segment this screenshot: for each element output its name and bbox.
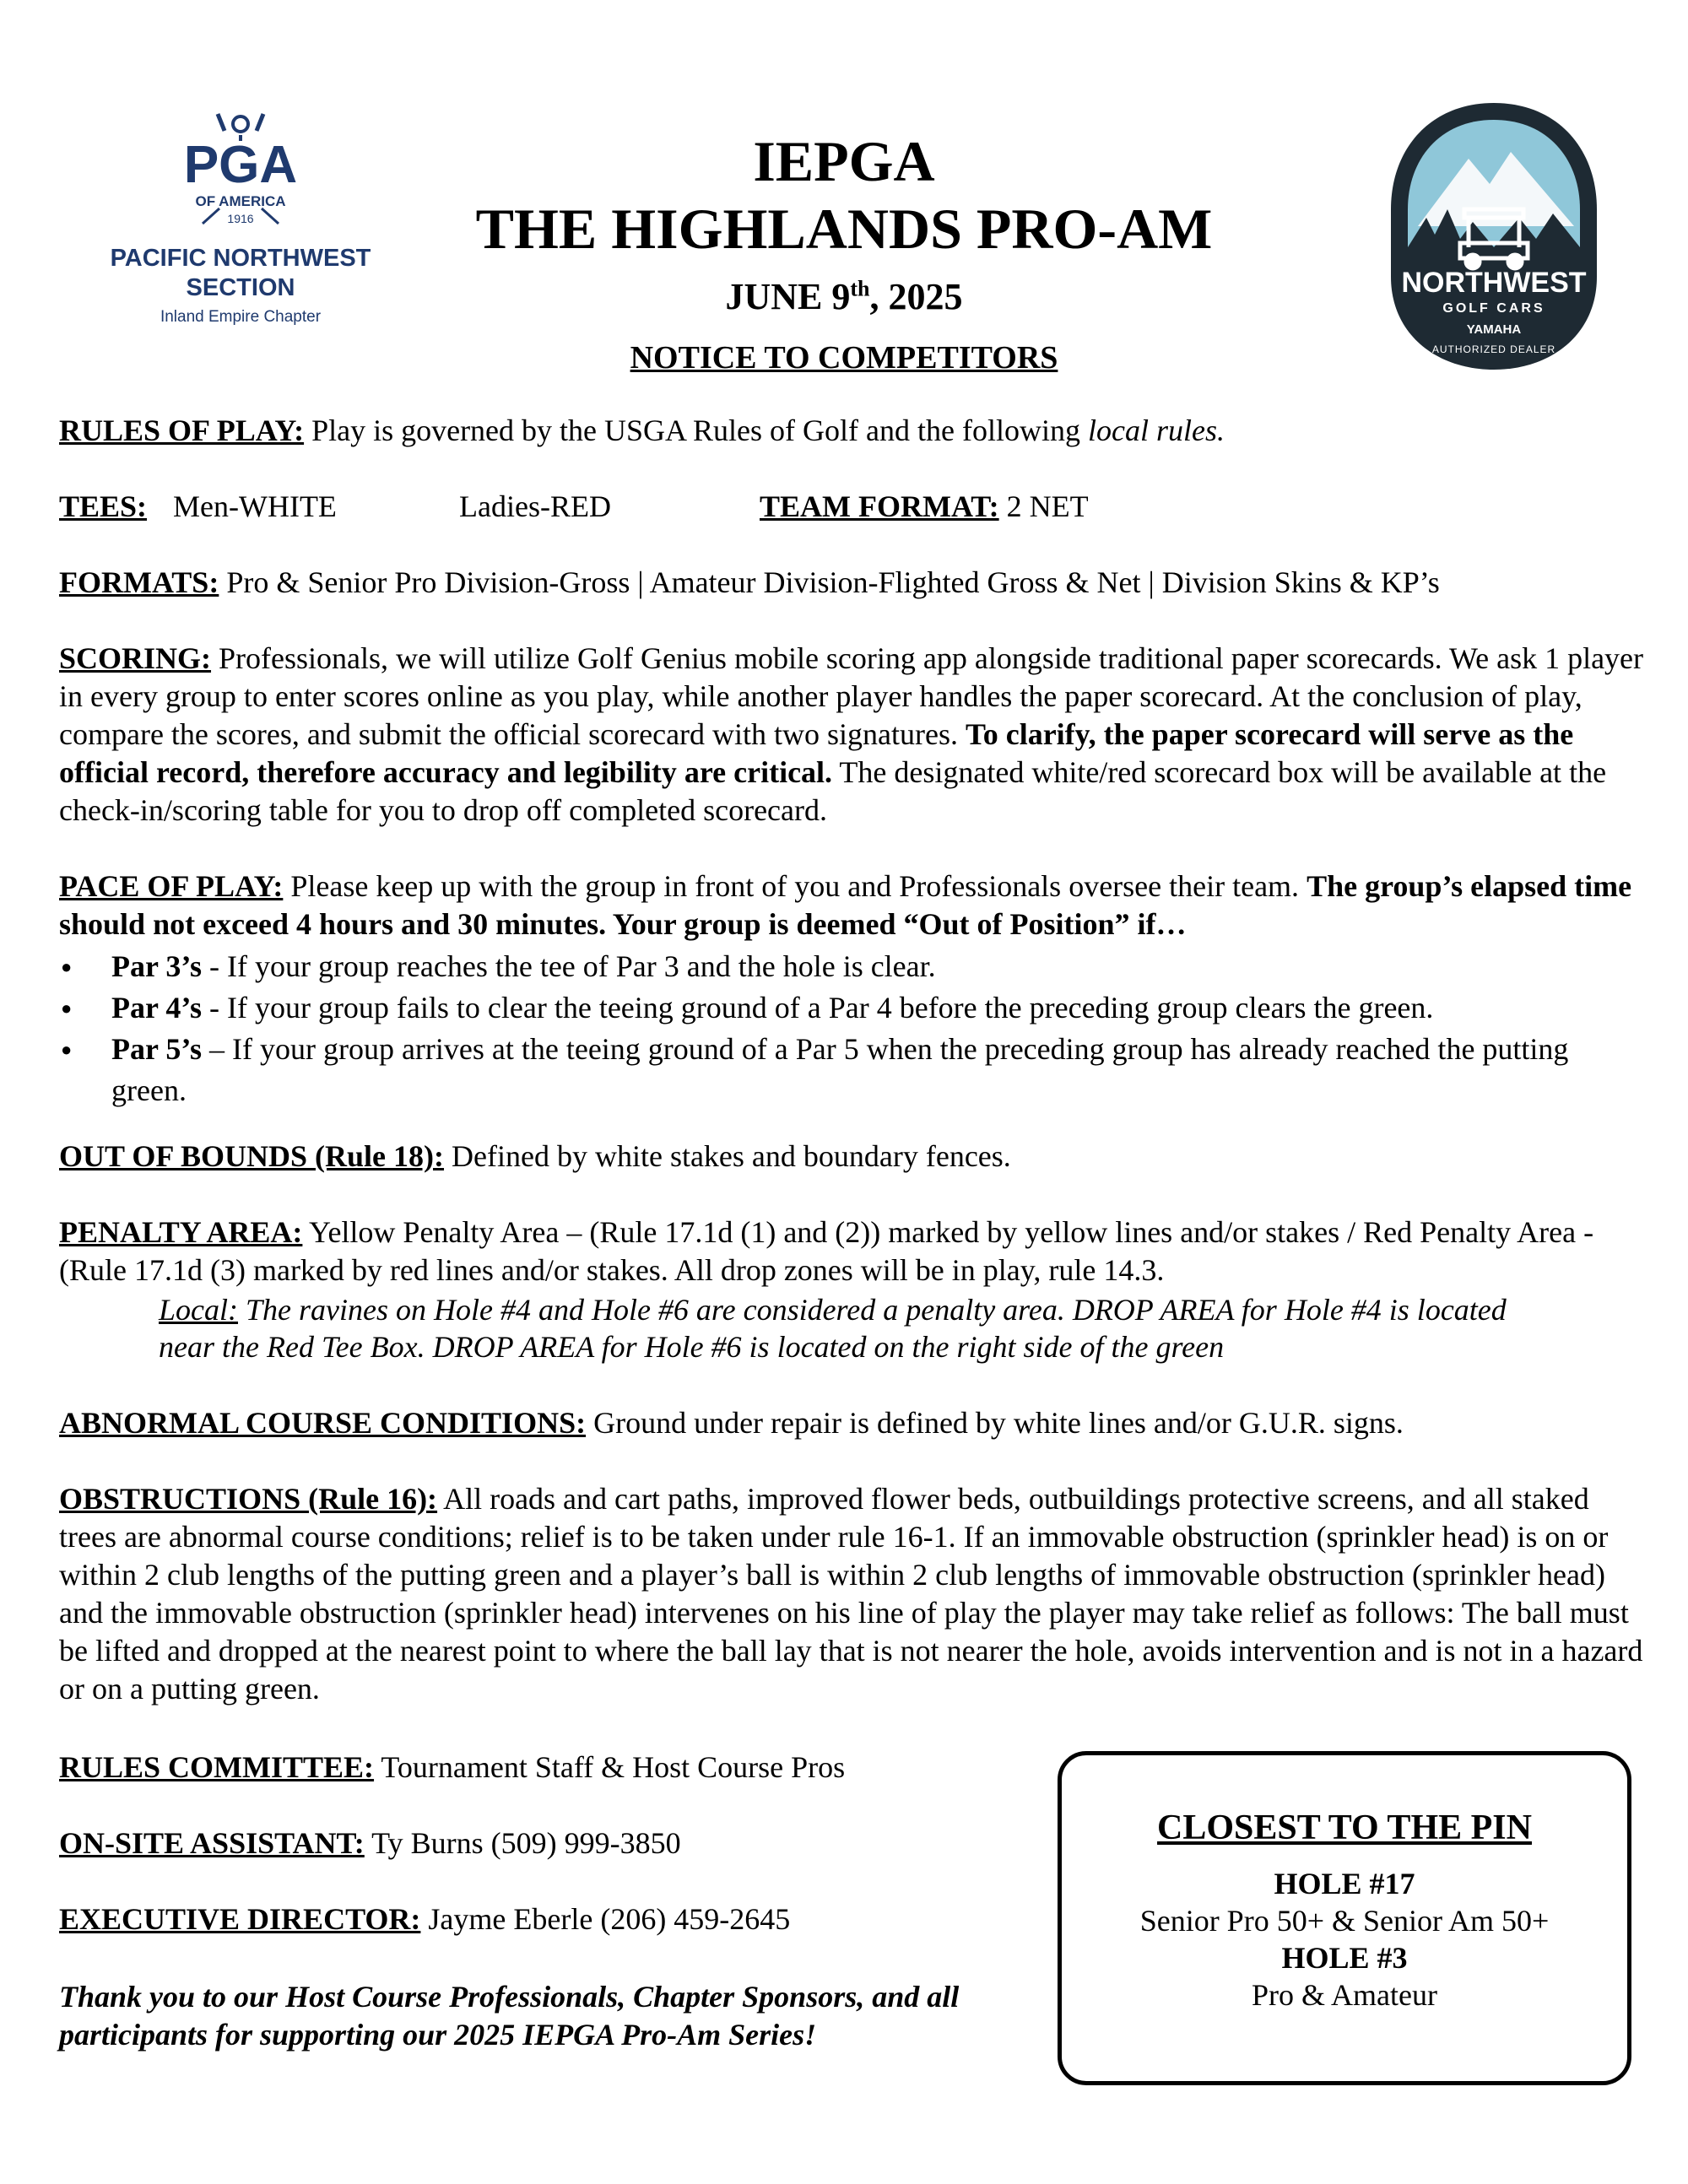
on-site-assistant (59, 1825, 1038, 1862)
rules-italic: local rules. (1087, 414, 1225, 447)
rules-label: RULES OF PLAY: (59, 414, 305, 447)
pga-logo (84, 105, 397, 333)
tees-ladies: Ladies-RED (459, 489, 611, 523)
bullet-text: - If your group reaches the tee of Par 3 and the hole is clear. (201, 949, 936, 983)
abnormal-label: ABNORMAL COURSE CONDITIONS: (59, 1406, 587, 1440)
obstructions-label: OBSTRUCTIONS (Rule 16): (59, 1482, 438, 1516)
tees-men: Men-WHITE (173, 489, 337, 523)
pga-year: 1916 (227, 212, 254, 225)
committee-label: RULES COMMITTEE: (59, 1750, 375, 1784)
abnormal-conditions (59, 1404, 1646, 1442)
bullet-text: – If your group arrives at the teeing ground of a Par 5 when the preceding group has already reached the putting green. (111, 1032, 1569, 1107)
tees-line (59, 488, 1646, 526)
tees-label: TEES: (59, 489, 148, 523)
date-year: , 2025 (869, 276, 963, 317)
header-org: IEPGA (753, 129, 935, 193)
pace-bullets (59, 946, 1646, 1111)
header-date (388, 275, 1300, 318)
oob-text: Defined by white stakes and boundary fences. (444, 1139, 1011, 1173)
section-line1: PACIFIC NORTHWEST (110, 245, 371, 272)
scoring-bold: To clarify, the paper scorecard will serve as the official record, therefore accuracy and legibility are critical. (59, 717, 1574, 789)
ctp-title: CLOSEST TO THE PIN (1157, 1808, 1532, 1847)
out-of-bounds (59, 1138, 1646, 1176)
team-format (760, 488, 1089, 526)
logo-brand-sub: GOLF CARS (1442, 301, 1545, 316)
rules-text: Play is governed by the USGA Rules of Golf and the following (304, 414, 1088, 447)
obstructions (59, 1480, 1646, 1708)
bullet-par: Par 4’s (111, 991, 202, 1024)
pace-label: PACE OF PLAY: (59, 869, 284, 903)
logo-brand-name: NORTHWEST (1401, 267, 1587, 299)
oob-label: OUT OF BOUNDS (Rule 18): (59, 1139, 445, 1173)
penalty-label: PENALTY AREA: (59, 1215, 303, 1249)
bullet-par: Par 5’s (111, 1032, 202, 1066)
executive-director (59, 1900, 1038, 1938)
closest-to-pin-box (1058, 1751, 1631, 2085)
penalty-local-rule (159, 1291, 1543, 1365)
formats-label: FORMATS: (59, 565, 219, 599)
thank-you-note: Thank you to our Host Course Professionals, Chapter Sponsors, and all participants for supporting our 2025 IEPGA Pro-Am Series! (59, 1980, 960, 2052)
bullet-text: - If your group fails to clear the teeing ground of a Par 4 before the preceding group clears the green. (201, 991, 1434, 1024)
team-format-label: TEAM FORMAT: (760, 489, 999, 523)
penalty-area (59, 1214, 1646, 1289)
penalty-text: Yellow Penalty Area – (Rule 17.1d (1) and (2)) marked by yellow lines and/or stakes / Red Penalty Area - (Rule 17.1d (3) marked by red lines and/or stakes. All drop zones will be in play, rule 14.3. (59, 1215, 1594, 1287)
director-text: Jayme Eberle (206) 459-2645 (420, 1902, 791, 1936)
formats-text: Pro & Senior Pro Division-Gross | Amateur Division-Flighted Gross & Net | Division Skins & KP’s (219, 565, 1440, 599)
logo-dealer: AUTHORIZED DEALER (1431, 343, 1556, 355)
formats (59, 564, 1646, 602)
abnormal-text: Ground under repair is defined by white lines and/or G.U.R. signs. (586, 1406, 1404, 1440)
pga-of-america: OF AMERICA (195, 193, 286, 209)
list-item (59, 987, 1646, 1029)
local-text: The ravines on Hole #4 and Hole #6 are considered a penalty area. DROP AREA for Hole #4 is located near the Red Tee Box. DROP AREA for Hole #6 is located on the right side of the green (159, 1293, 1507, 1364)
local-label: Local: (159, 1293, 238, 1327)
director-label: EXECUTIVE DIRECTOR: (59, 1902, 421, 1936)
scoring-label: SCORING: (59, 641, 212, 675)
date-suffix: th (850, 276, 870, 301)
pace-text: Please keep up with the group in front of you and Professionals oversee their team. (283, 869, 1307, 903)
section-line2: SECTION (186, 274, 295, 301)
scoring (59, 640, 1646, 830)
header-event: THE HIGHLANDS PRO-AM (475, 197, 1213, 261)
pga-wordmark: PGA (183, 136, 298, 194)
list-item (59, 1029, 1646, 1111)
scoring-text1: Professionals, we will utilize Golf Genius mobile scoring app alongside traditional paper scorecards. We ask 1 player in every group to enter scores online as you play, while another player handles the paper scorecard. At the conclusion of play, compare the scores, and submit the official scorecard with two signatures. (59, 641, 1644, 751)
team-format-value: 2 NET (998, 489, 1089, 523)
chapter-name: Inland Empire Chapter (160, 308, 322, 326)
ctp-hole1: HOLE #17 (1274, 1867, 1415, 1900)
pace-of-play (59, 868, 1646, 943)
ctp-hole2-text: Pro & Amateur (1252, 1978, 1437, 2012)
date-day: JUNE 9 (725, 276, 851, 317)
notice-title: NOTICE TO COMPETITORS (630, 340, 1058, 376)
bullet-par: Par 3’s (111, 949, 202, 983)
scoring-text2: The designated white/red scorecard box will be available at the check-in/scoring table for you to drop off completed scorecard. (59, 755, 1607, 827)
list-item (59, 946, 1646, 987)
rules-of-play (59, 412, 1646, 450)
ctp-hole2: HOLE #3 (1281, 1941, 1408, 1975)
committee-text: Tournament Staff & Host Course Pros (374, 1750, 846, 1784)
pace-bold: The group’s elapsed time should not exceed 4 hours and 30 minutes. Your group is deemed “Out of Position” if… (59, 869, 1632, 941)
logo-yamaha: YAMAHA (1466, 322, 1522, 337)
obstructions-text: All roads and cart paths, improved flower beds, outbuildings protective screens, and all staked trees are abnormal course conditions; relief is to be taken under rule 16-1. If an immovable obstruction (sprinkler head) is on or within 2 club lengths of the putting green and a player’s ball is within 2 club lengths of immovable obstruction (sprinkler head) and the immovable obstruction (sprinkler head) intervenes on his line of play the player may take relief as follows: The ball must be lifted and dropped at the nearest point to where the ball lay that is not nearer the hole, avoids intervention and is not in a hazard or on a putting green. (59, 1482, 1643, 1706)
assistant-label: ON-SITE ASSISTANT: (59, 1826, 365, 1860)
ctp-hole1-text: Senior Pro 50+ & Senior Am 50+ (1139, 1904, 1550, 1938)
rules-committee (59, 1749, 1038, 1787)
northwest-golf-cars-logo (1384, 100, 1604, 374)
assistant-text: Ty Burns (509) 999-3850 (364, 1826, 681, 1860)
golf-clubs-icon (84, 205, 397, 230)
